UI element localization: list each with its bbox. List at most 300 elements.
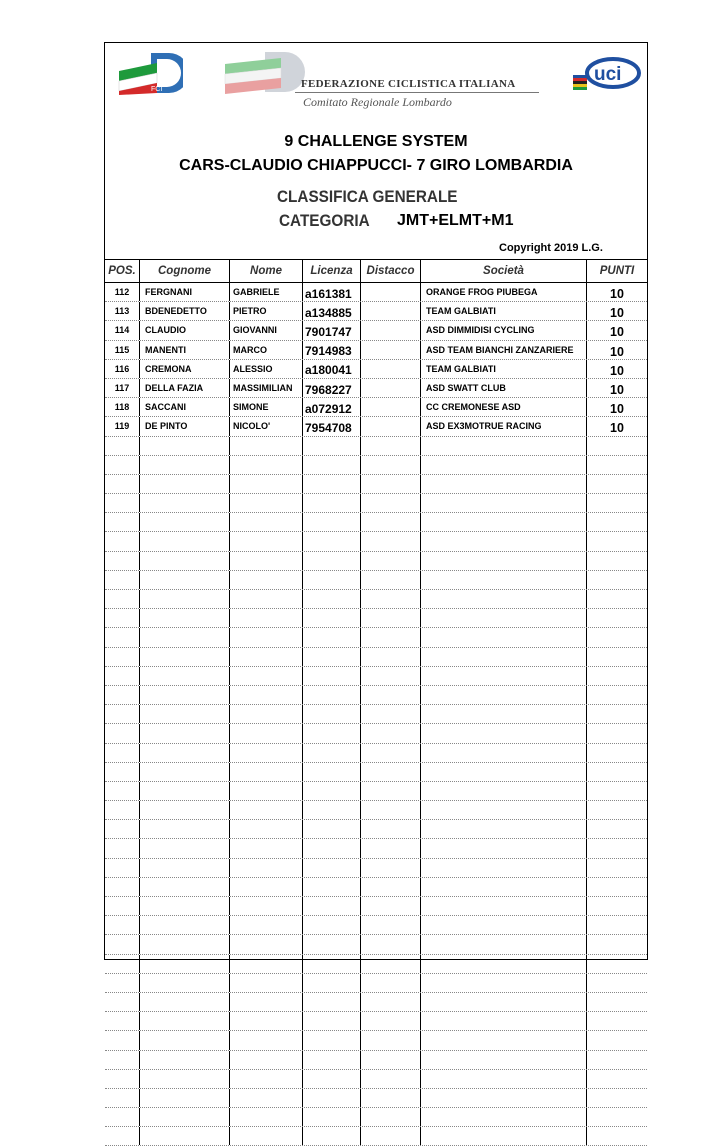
- cell-licenza: [303, 916, 361, 934]
- cell-pos: 114: [105, 321, 140, 339]
- cell-cognome: [140, 744, 230, 762]
- empty-table-row: [105, 513, 647, 532]
- col-cognome-header: Cognome: [140, 260, 230, 282]
- cell-distacco: [361, 571, 421, 589]
- cell-licenza: 7968227: [303, 379, 361, 397]
- cell-punti: [587, 437, 647, 455]
- empty-table-row: [105, 532, 647, 551]
- empty-table-row: [105, 859, 647, 878]
- cell-cognome: FERGNANI: [140, 283, 230, 301]
- cell-cognome: [140, 475, 230, 493]
- cell-licenza: [303, 456, 361, 474]
- copyright-text: Copyright 2019 L.G.: [499, 242, 603, 254]
- empty-table-row: [105, 667, 647, 686]
- uci-logo-icon: [571, 53, 641, 93]
- cell-societa: [421, 494, 587, 512]
- cell-licenza: [303, 475, 361, 493]
- empty-table-row: [105, 897, 647, 916]
- cell-punti: [587, 744, 647, 762]
- cell-pos: [105, 859, 140, 877]
- cell-pos: [105, 437, 140, 455]
- col-nome-header: Nome: [230, 260, 303, 282]
- cell-punti: 10: [610, 402, 624, 417]
- empty-table-row: [105, 628, 647, 647]
- cell-pos: [105, 897, 140, 915]
- cell-cognome: [140, 494, 230, 512]
- cell-distacco: [361, 724, 421, 742]
- empty-table-row: [105, 974, 647, 993]
- table-row: [105, 417, 647, 436]
- cell-nome: [230, 974, 303, 992]
- cell-licenza: [303, 532, 361, 550]
- cell-distacco: [361, 341, 421, 359]
- cell-societa: [421, 667, 587, 685]
- cell-nome: [230, 513, 303, 531]
- cell-societa: [421, 1108, 587, 1126]
- cell-licenza: [303, 859, 361, 877]
- empty-table-row: [105, 955, 647, 974]
- cell-cognome: [140, 552, 230, 570]
- empty-table-row: [105, 744, 647, 763]
- cell-nome: MARCO: [230, 341, 303, 359]
- cell-punti: [587, 724, 647, 742]
- cell-pos: [105, 456, 140, 474]
- cell-licenza: [303, 1089, 361, 1107]
- cell-punti: 10: [610, 287, 624, 302]
- cell-pos: [105, 839, 140, 857]
- cell-societa: [421, 1012, 587, 1030]
- empty-table-row: [105, 437, 647, 456]
- cell-distacco: [361, 782, 421, 800]
- cell-licenza: [303, 1031, 361, 1049]
- cell-distacco: [361, 648, 421, 666]
- cell-pos: [105, 609, 140, 627]
- cell-licenza: [303, 974, 361, 992]
- cell-nome: ALESSIO: [230, 360, 303, 378]
- cell-pos: [105, 878, 140, 896]
- cell-cognome: MANENTI: [140, 341, 230, 359]
- cell-pos: 117: [105, 379, 140, 397]
- cell-societa: ORANGE FROG PIUBEGA: [421, 283, 587, 301]
- cell-nome: [230, 628, 303, 646]
- table-row: [105, 283, 647, 302]
- cell-pos: [105, 801, 140, 819]
- cell-societa: [421, 878, 587, 896]
- cell-nome: [230, 667, 303, 685]
- cell-pos: 116: [105, 360, 140, 378]
- cell-cognome: [140, 801, 230, 819]
- cell-pos: 112: [105, 283, 140, 301]
- cell-distacco: [361, 283, 421, 301]
- cell-cognome: DELLA FAZIA: [140, 379, 230, 397]
- cell-societa: ASD EX3MOTRUE RACING: [421, 417, 587, 435]
- cell-licenza: [303, 782, 361, 800]
- cell-nome: [230, 475, 303, 493]
- empty-table-row: [105, 552, 647, 571]
- cell-distacco: [361, 475, 421, 493]
- cell-pos: [105, 782, 140, 800]
- cell-distacco: [361, 302, 421, 320]
- cell-licenza: 7914983: [303, 341, 361, 359]
- cell-distacco: [361, 321, 421, 339]
- cell-licenza: [303, 820, 361, 838]
- cell-punti: 10: [610, 383, 624, 398]
- cell-nome: [230, 1031, 303, 1049]
- category-label: CATEGORIA: [279, 211, 370, 230]
- cell-nome: [230, 763, 303, 781]
- cell-distacco: [361, 686, 421, 704]
- cell-nome: [230, 897, 303, 915]
- col-distacco-header: Distacco: [361, 260, 421, 282]
- cell-societa: [421, 859, 587, 877]
- cell-cognome: [140, 1089, 230, 1107]
- cell-distacco: [361, 456, 421, 474]
- cell-nome: [230, 935, 303, 953]
- cell-distacco: [361, 859, 421, 877]
- cell-pos: [105, 1108, 140, 1126]
- cell-cognome: [140, 724, 230, 742]
- empty-table-row: [105, 820, 647, 839]
- empty-table-row: [105, 1012, 647, 1031]
- cell-punti: [587, 820, 647, 838]
- cell-punti: [587, 513, 647, 531]
- cell-licenza: [303, 705, 361, 723]
- cell-pos: [105, 667, 140, 685]
- table-row: [105, 360, 647, 379]
- cell-distacco: [361, 398, 421, 416]
- cell-nome: [230, 820, 303, 838]
- cell-distacco: [361, 1051, 421, 1069]
- cell-societa: [421, 916, 587, 934]
- cell-nome: MASSIMILIAN: [230, 379, 303, 397]
- cell-punti: [587, 609, 647, 627]
- cell-societa: [421, 648, 587, 666]
- empty-table-row: [105, 1127, 647, 1146]
- empty-table-row: [105, 782, 647, 801]
- col-punti-header: PUNTI: [599, 265, 635, 277]
- cell-nome: [230, 916, 303, 934]
- cell-cognome: [140, 993, 230, 1011]
- cell-punti: [587, 993, 647, 1011]
- cell-societa: [421, 993, 587, 1011]
- cell-distacco: [361, 513, 421, 531]
- cell-cognome: [140, 782, 230, 800]
- cell-nome: [230, 437, 303, 455]
- cell-pos: [105, 955, 140, 973]
- cell-cognome: [140, 513, 230, 531]
- cell-cognome: [140, 609, 230, 627]
- table-header: [105, 259, 647, 283]
- cell-pos: [105, 571, 140, 589]
- cell-distacco: [361, 590, 421, 608]
- cell-cognome: [140, 935, 230, 953]
- cell-distacco: [361, 763, 421, 781]
- cell-distacco: [361, 667, 421, 685]
- cell-pos: [105, 916, 140, 934]
- cell-licenza: a134885: [303, 302, 361, 320]
- cell-nome: [230, 705, 303, 723]
- empty-table-row: [105, 993, 647, 1012]
- cell-nome: [230, 609, 303, 627]
- cell-licenza: [303, 955, 361, 973]
- cell-cognome: [140, 955, 230, 973]
- cell-punti: [587, 648, 647, 666]
- cell-societa: [421, 839, 587, 857]
- cell-licenza: a072912: [303, 398, 361, 416]
- table-row: [105, 321, 647, 340]
- cell-pos: [105, 744, 140, 762]
- cell-distacco: [361, 974, 421, 992]
- cell-punti: [587, 590, 647, 608]
- cell-licenza: [303, 494, 361, 512]
- cell-distacco: [361, 1127, 421, 1145]
- cell-societa: [421, 1070, 587, 1088]
- cell-distacco: [361, 839, 421, 857]
- cell-licenza: [303, 1051, 361, 1069]
- cell-societa: [421, 1089, 587, 1107]
- cell-distacco: [361, 532, 421, 550]
- cell-distacco: [361, 1070, 421, 1088]
- cell-societa: [421, 955, 587, 973]
- table-body: [105, 283, 647, 1146]
- cell-cognome: [140, 705, 230, 723]
- cell-cognome: [140, 1108, 230, 1126]
- cell-pos: [105, 494, 140, 512]
- cell-distacco: [361, 417, 421, 435]
- cell-societa: [421, 552, 587, 570]
- cell-cognome: [140, 532, 230, 550]
- empty-table-row: [105, 609, 647, 628]
- cell-societa: [421, 1031, 587, 1049]
- cell-punti: [587, 974, 647, 992]
- cell-societa: [421, 801, 587, 819]
- cell-societa: TEAM GALBIATI: [421, 302, 587, 320]
- cell-societa: CC CREMONESE ASD: [421, 398, 587, 416]
- svg-text:FCI: FCI: [151, 86, 163, 93]
- cell-licenza: [303, 897, 361, 915]
- empty-table-row: [105, 878, 647, 897]
- cell-nome: [230, 878, 303, 896]
- fci-flag-logo-icon: [221, 50, 305, 94]
- empty-table-row: [105, 801, 647, 820]
- cell-nome: [230, 532, 303, 550]
- cell-nome: [230, 590, 303, 608]
- cell-punti: [587, 475, 647, 493]
- cell-societa: [421, 437, 587, 455]
- cell-cognome: [140, 859, 230, 877]
- cell-nome: [230, 1051, 303, 1069]
- cell-societa: [421, 897, 587, 915]
- cell-distacco: [361, 437, 421, 455]
- cell-distacco: [361, 609, 421, 627]
- cell-societa: ASD SWATT CLUB: [421, 379, 587, 397]
- cell-pos: [105, 763, 140, 781]
- cell-societa: [421, 571, 587, 589]
- cell-distacco: [361, 916, 421, 934]
- classification-title: CLASSIFICA GENERALE: [277, 187, 458, 206]
- fci-logo-icon: [117, 51, 183, 95]
- cell-nome: [230, 782, 303, 800]
- empty-table-row: [105, 1031, 647, 1050]
- cell-distacco: [361, 494, 421, 512]
- cell-distacco: [361, 744, 421, 762]
- cell-societa: ASD DIMMIDISI CYCLING: [421, 321, 587, 339]
- cell-cognome: [140, 571, 230, 589]
- cell-punti: [587, 1108, 647, 1126]
- cell-pos: [105, 686, 140, 704]
- cell-cognome: [140, 839, 230, 857]
- cell-pos: [105, 993, 140, 1011]
- cell-pos: [105, 1070, 140, 1088]
- cell-punti: [587, 552, 647, 570]
- cell-societa: [421, 705, 587, 723]
- table-row: [105, 302, 647, 321]
- cell-punti: 10: [610, 306, 624, 321]
- cell-distacco: [361, 360, 421, 378]
- table-row: [105, 379, 647, 398]
- cell-nome: SIMONE: [230, 398, 303, 416]
- cell-punti: [587, 1089, 647, 1107]
- cell-punti: [587, 1031, 647, 1049]
- event-subtitle: CARS-CLAUDIO CHIAPPUCCI- 7 GIRO LOMBARDIA: [179, 157, 573, 174]
- cell-cognome: [140, 437, 230, 455]
- cell-licenza: [303, 1012, 361, 1030]
- cell-societa: [421, 820, 587, 838]
- cell-nome: [230, 1127, 303, 1145]
- cell-licenza: [303, 935, 361, 953]
- cell-punti: [587, 782, 647, 800]
- cell-pos: [105, 648, 140, 666]
- cell-societa: [421, 724, 587, 742]
- cell-distacco: [361, 628, 421, 646]
- cell-punti: [587, 1051, 647, 1069]
- cell-societa: [421, 1051, 587, 1069]
- cell-societa: [421, 974, 587, 992]
- committee-name: Comitato Regionale Lombardo: [303, 95, 452, 109]
- cell-pos: [105, 532, 140, 550]
- cell-pos: [105, 1127, 140, 1145]
- cell-societa: [421, 475, 587, 493]
- cell-licenza: [303, 801, 361, 819]
- cell-societa: [421, 1127, 587, 1145]
- cell-cognome: SACCANI: [140, 398, 230, 416]
- cell-distacco: [361, 801, 421, 819]
- table-row: [105, 341, 647, 360]
- cell-cognome: CREMONA: [140, 360, 230, 378]
- empty-table-row: [105, 916, 647, 935]
- cell-licenza: [303, 437, 361, 455]
- cell-punti: [587, 705, 647, 723]
- cell-societa: [421, 513, 587, 531]
- cell-nome: [230, 839, 303, 857]
- svg-text:uci: uci: [594, 64, 622, 85]
- cell-nome: [230, 686, 303, 704]
- cell-cognome: [140, 916, 230, 934]
- cell-punti: 10: [610, 363, 624, 378]
- cell-nome: [230, 744, 303, 762]
- cell-licenza: [303, 571, 361, 589]
- cell-cognome: [140, 1127, 230, 1145]
- divider: [295, 92, 539, 93]
- results-sheet: [104, 42, 648, 960]
- cell-societa: [421, 763, 587, 781]
- cell-nome: NICOLO': [230, 417, 303, 435]
- cell-nome: [230, 801, 303, 819]
- cell-punti: 10: [610, 421, 624, 436]
- cell-punti: [587, 628, 647, 646]
- empty-table-row: [105, 475, 647, 494]
- empty-table-row: [105, 1108, 647, 1127]
- cell-cognome: [140, 1051, 230, 1069]
- cell-societa: [421, 744, 587, 762]
- cell-cognome: [140, 820, 230, 838]
- empty-table-row: [105, 648, 647, 667]
- cell-pos: 118: [105, 398, 140, 416]
- cell-punti: [587, 1070, 647, 1088]
- col-licenza-header: Licenza: [303, 260, 361, 282]
- cell-distacco: [361, 379, 421, 397]
- cell-pos: 119: [105, 417, 140, 435]
- cell-distacco: [361, 993, 421, 1011]
- cell-punti: [587, 571, 647, 589]
- cell-punti: 10: [610, 325, 624, 340]
- cell-societa: [421, 628, 587, 646]
- cell-licenza: [303, 724, 361, 742]
- cell-societa: [421, 782, 587, 800]
- results-table: [105, 259, 647, 1146]
- cell-pos: [105, 724, 140, 742]
- empty-table-row: [105, 571, 647, 590]
- cell-licenza: [303, 993, 361, 1011]
- cell-licenza: [303, 763, 361, 781]
- cell-punti: [587, 686, 647, 704]
- cell-licenza: [303, 628, 361, 646]
- cell-cognome: [140, 667, 230, 685]
- cell-licenza: [303, 744, 361, 762]
- cell-nome: [230, 571, 303, 589]
- cell-licenza: [303, 590, 361, 608]
- cell-cognome: CLAUDIO: [140, 321, 230, 339]
- cell-distacco: [361, 878, 421, 896]
- cell-cognome: [140, 897, 230, 915]
- cell-cognome: [140, 1031, 230, 1049]
- cell-punti: [587, 456, 647, 474]
- cell-licenza: [303, 1070, 361, 1088]
- cell-licenza: [303, 686, 361, 704]
- cell-cognome: [140, 648, 230, 666]
- cell-cognome: [140, 1070, 230, 1088]
- cell-societa: [421, 532, 587, 550]
- empty-table-row: [105, 724, 647, 743]
- cell-licenza: [303, 878, 361, 896]
- cell-licenza: a161381: [303, 283, 361, 301]
- cell-cognome: [140, 763, 230, 781]
- cell-nome: [230, 456, 303, 474]
- cell-nome: GABRIELE: [230, 283, 303, 301]
- cell-distacco: [361, 705, 421, 723]
- cell-punti: [587, 935, 647, 953]
- cell-nome: [230, 552, 303, 570]
- cell-distacco: [361, 935, 421, 953]
- cell-pos: 113: [105, 302, 140, 320]
- cell-nome: [230, 1070, 303, 1088]
- empty-table-row: [105, 839, 647, 858]
- cell-punti: [587, 916, 647, 934]
- cell-punti: [587, 1127, 647, 1145]
- cell-distacco: [361, 897, 421, 915]
- cell-nome: [230, 1012, 303, 1030]
- cell-societa: [421, 590, 587, 608]
